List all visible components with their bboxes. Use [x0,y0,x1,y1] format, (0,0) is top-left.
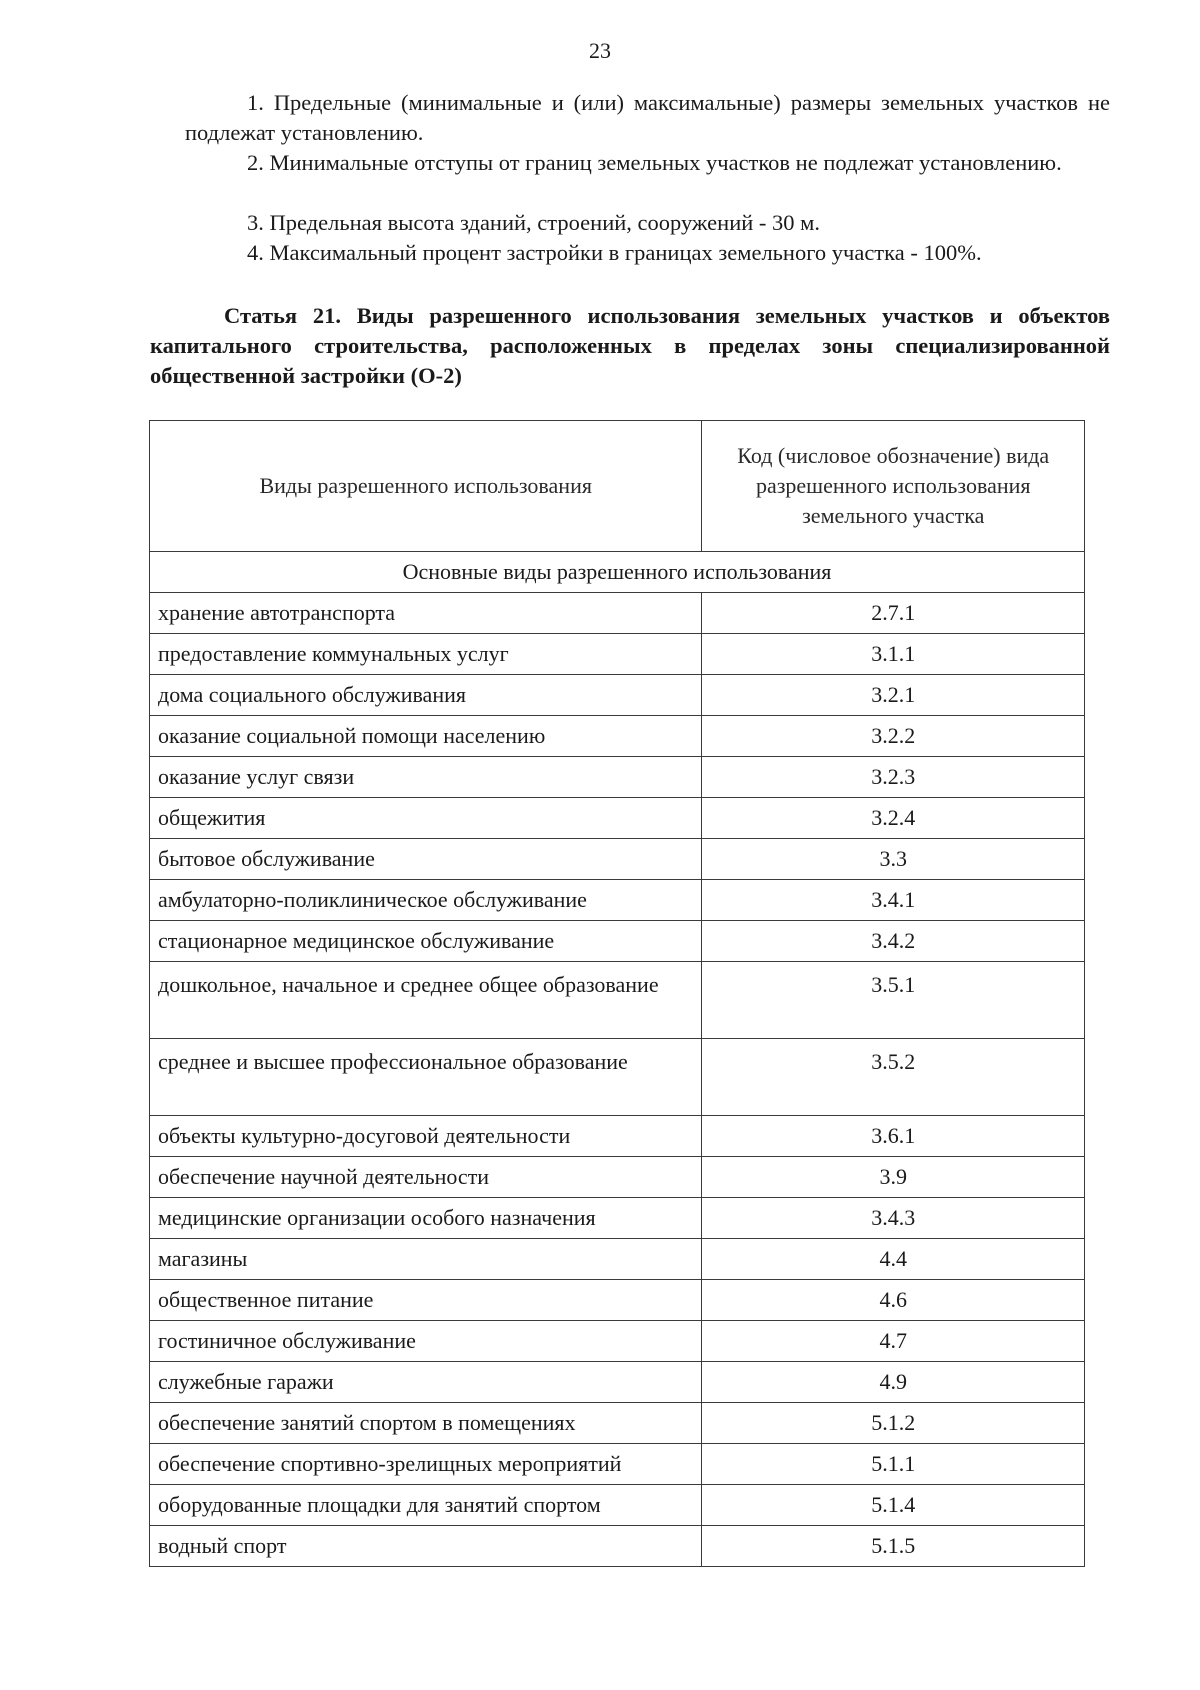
table-row [150,1362,1085,1403]
table-row [150,716,1085,757]
use-name-cell: бытовое обслуживание [150,839,702,880]
page-number: 23 [589,38,611,63]
use-code-cell: 3.4.2 [702,921,1085,962]
table-row [150,1280,1085,1321]
use-name-cell: служебные гаражи [150,1362,702,1403]
use-code-cell: 3.4.3 [702,1198,1085,1239]
use-code-cell: 3.2.4 [702,798,1085,839]
use-code-cell: 3.2.3 [702,757,1085,798]
use-code-cell: 3.4.1 [702,880,1085,921]
use-name-cell: магазины [150,1239,702,1280]
use-name-cell: хранение автотранспорта [150,593,702,634]
use-code-cell: 3.3 [702,839,1085,880]
use-name-cell: предоставление коммунальных услуг [150,634,702,675]
use-name-cell: дома социального обслуживания [150,675,702,716]
table-row [150,962,1085,1039]
table-row [150,839,1085,880]
use-code-cell: 4.9 [702,1362,1085,1403]
use-code-cell: 5.1.1 [702,1444,1085,1485]
table-row [150,1321,1085,1362]
table-row [150,634,1085,675]
column-header-use: Виды разрешенного использования [150,421,702,552]
table-header-row [150,421,1085,552]
table-section-row [150,552,1085,593]
use-code-cell: 3.2.1 [702,675,1085,716]
use-code-cell: 4.6 [702,1280,1085,1321]
section-title: Основные виды разрешенного использования [150,552,1085,593]
table-row [150,1198,1085,1239]
use-name-cell: среднее и высшее профессиональное образование [150,1039,702,1116]
use-code-cell: 5.1.2 [702,1403,1085,1444]
table-row [150,1485,1085,1526]
use-name-cell: дошкольное, начальное и среднее общее образование [150,962,702,1039]
use-code-cell: 5.1.5 [702,1526,1085,1567]
table-row [150,1526,1085,1567]
list-item: 4. Максимальный процент застройки в границах земельного участка - 100%. [247,240,982,265]
use-code-cell: 5.1.4 [702,1485,1085,1526]
use-name-cell: водный спорт [150,1526,702,1567]
permitted-uses-table [149,420,1085,1567]
article-heading: Статья 21. Виды разрешенного использования земельных участков и объектов капитального строительства, расположенных в пределах зоны специализированной общественной застройки (О-2) [150,303,1110,388]
use-name-cell: обеспечение спортивно-зрелищных мероприятий [150,1444,702,1485]
use-name-cell: оказание услуг связи [150,757,702,798]
use-code-cell: 3.1.1 [702,634,1085,675]
use-code-cell: 3.6.1 [702,1116,1085,1157]
use-code-cell: 3.5.1 [702,962,1085,1039]
use-name-cell: обеспечение научной деятельности [150,1157,702,1198]
use-name-cell: общественное питание [150,1280,702,1321]
use-name-cell: общежития [150,798,702,839]
use-name-cell: объекты культурно-досуговой деятельности [150,1116,702,1157]
use-name-cell: гостиничное обслуживание [150,1321,702,1362]
table-row [150,1157,1085,1198]
use-code-cell: 4.7 [702,1321,1085,1362]
use-name-cell: стационарное медицинское обслуживание [150,921,702,962]
table-row [150,1039,1085,1116]
list-item: 1. Предельные (минимальные и (или) максимальные) размеры земельных участков не подлежат установлению. [185,90,1110,145]
table-row [150,593,1085,634]
use-code-cell: 3.5.2 [702,1039,1085,1116]
table-row [150,757,1085,798]
use-name-cell: амбулаторно-поликлиническое обслуживание [150,880,702,921]
table-row [150,1403,1085,1444]
list-item: 2. Минимальные отступы от границ земельных участков не подлежат установлению. [247,150,1062,175]
table-row [150,675,1085,716]
table-row [150,1444,1085,1485]
list-item: 3. Предельная высота зданий, строений, сооружений - 30 м. [247,210,821,235]
use-name-cell: оборудованные площадки для занятий спортом [150,1485,702,1526]
table-row [150,921,1085,962]
column-header-code: Код (числовое обозначение) вида разрешенного использования земельного участка [702,421,1085,552]
use-name-cell: оказание социальной помощи населению [150,716,702,757]
use-code-cell: 4.4 [702,1239,1085,1280]
table-row [150,798,1085,839]
table-row [150,880,1085,921]
table-row [150,1116,1085,1157]
table-row [150,1239,1085,1280]
use-name-cell: медицинские организации особого назначения [150,1198,702,1239]
use-code-cell: 3.9 [702,1157,1085,1198]
use-code-cell: 2.7.1 [702,593,1085,634]
use-code-cell: 3.2.2 [702,716,1085,757]
use-name-cell: обеспечение занятий спортом в помещениях [150,1403,702,1444]
